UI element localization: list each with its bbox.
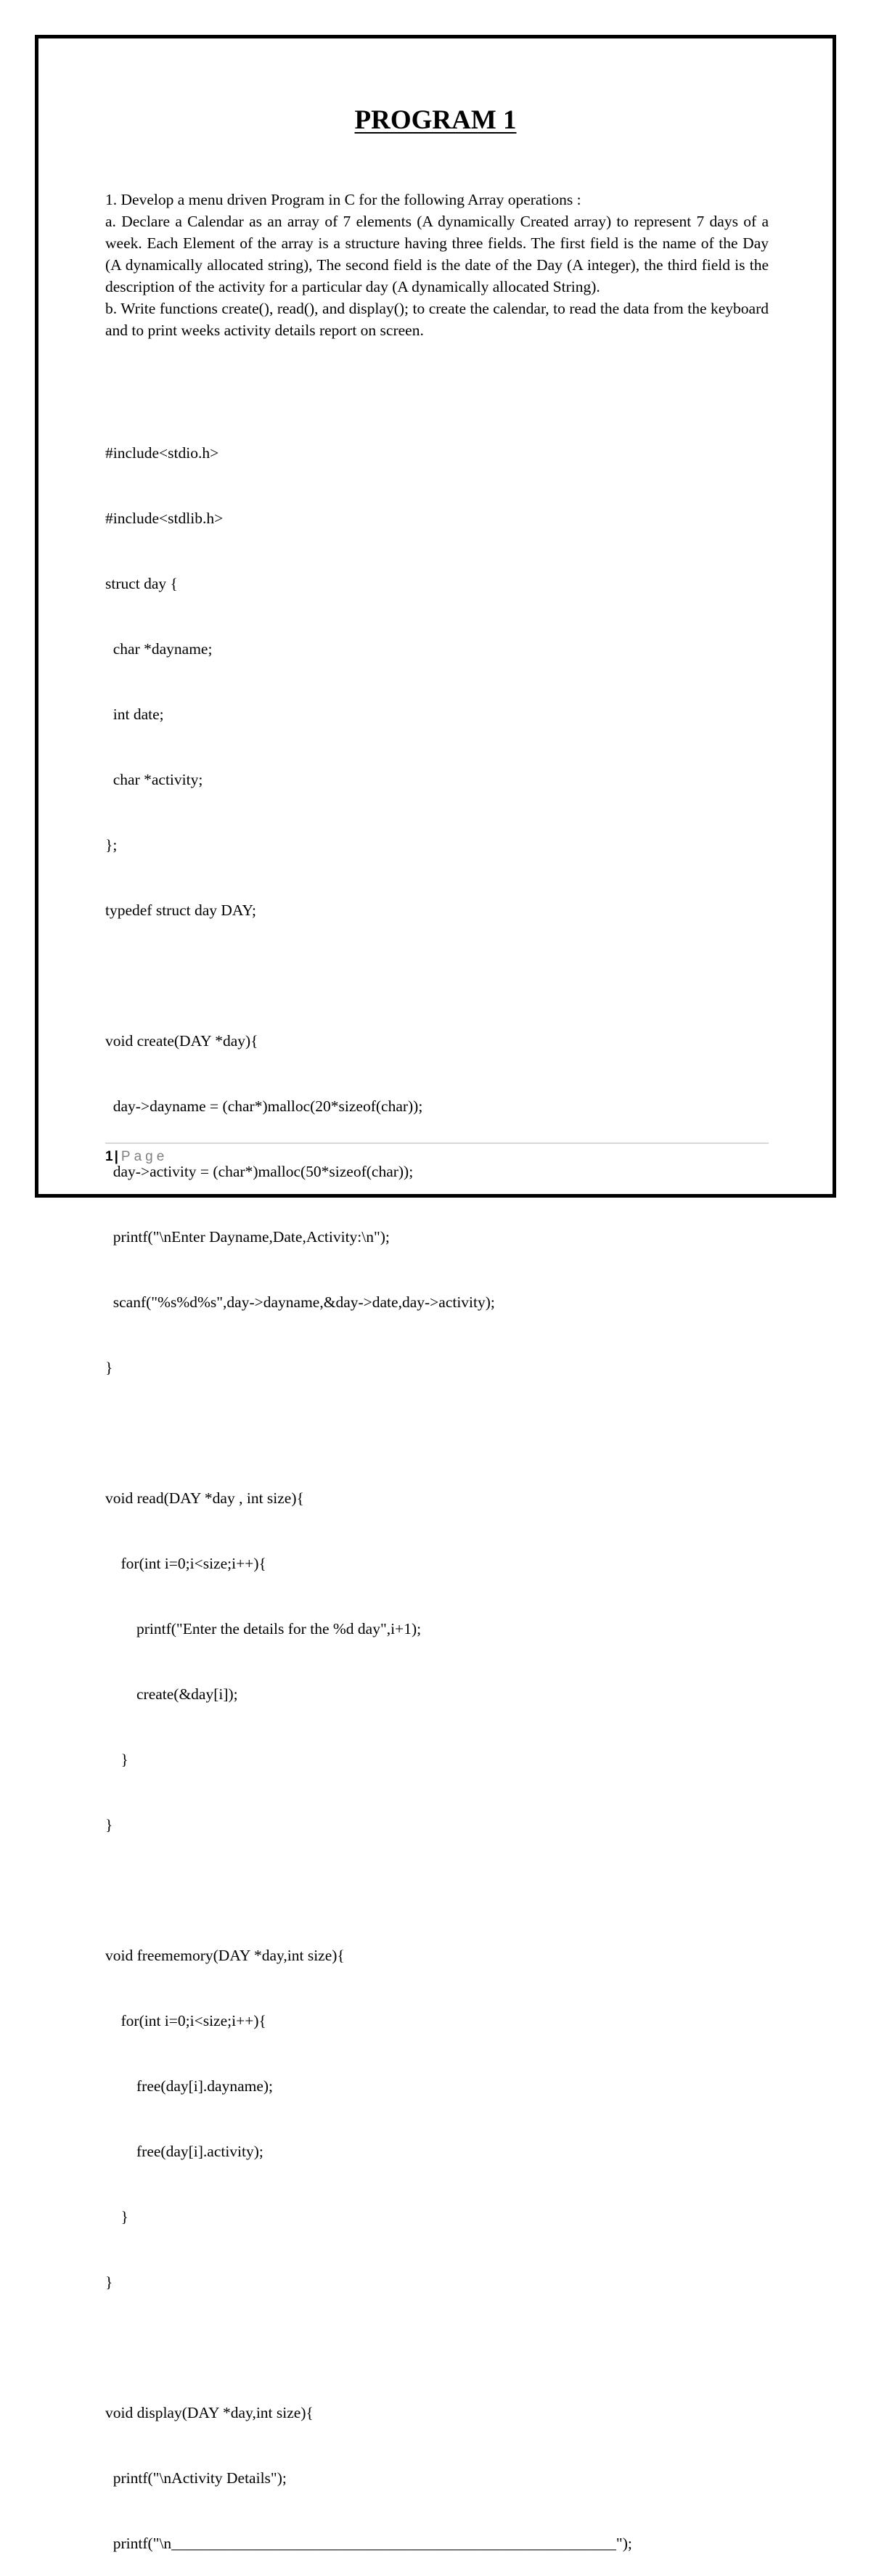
question-part-a: a. Declare a Calendar as an array of 7 elements (A dynamically Created array) to represent 7 days of a week. Each Element of the array is a structure having three fields. The first field is the name of the Day (A dynamically allocated string), The second field is the date of the Day (A integer), the third field is the description of the activity for a particular day (A dynamically allocated String). bbox=[105, 213, 769, 295]
code-line: char *activity; bbox=[105, 771, 203, 788]
code-line: for(int i=0;i<size;i++){ bbox=[105, 1555, 266, 1572]
code-line: } bbox=[105, 1359, 113, 1376]
code-line: } bbox=[105, 1751, 128, 1768]
code-line: typedef struct day DAY; bbox=[105, 901, 257, 919]
code-line: void create(DAY *day){ bbox=[105, 1032, 258, 1050]
code-line: day->dayname = (char*)malloc(20*sizeof(char)); bbox=[105, 1097, 423, 1115]
code-line: free(day[i].activity); bbox=[105, 2143, 263, 2160]
code-line: }; bbox=[105, 836, 118, 854]
code-line bbox=[105, 1879, 758, 1901]
code-line: scanf("%s%d%s",day->dayname,&day->date,day->activity); bbox=[105, 1293, 495, 1311]
code-line: struct day { bbox=[105, 575, 178, 592]
code-line: void freememory(DAY *day,int size){ bbox=[105, 1947, 345, 1964]
code-line: void display(DAY *day,int size){ bbox=[105, 2404, 314, 2421]
code-line: } bbox=[105, 2208, 128, 2225]
code-line: create(&day[i]); bbox=[105, 1685, 238, 1703]
code-line: day->activity = (char*)malloc(50*sizeof(char)); bbox=[105, 1163, 414, 1180]
question-part-b: b. Write functions create(), read(), and display(); to create the calendar, to read the data from the keyboard and to print weeks activity details report on screen. bbox=[105, 300, 769, 339]
code-listing bbox=[105, 398, 758, 2576]
question-text bbox=[105, 189, 769, 341]
code-line: } bbox=[105, 2273, 113, 2291]
code-line: void read(DAY *day , int size){ bbox=[105, 1489, 304, 1507]
page-number: 1 bbox=[105, 1149, 113, 1164]
page-title: PROGRAM 1 bbox=[354, 105, 517, 135]
code-line bbox=[105, 2336, 758, 2358]
code-line bbox=[105, 1422, 758, 1444]
code-line: printf("\nActivity Details"); bbox=[105, 2469, 287, 2487]
code-line bbox=[105, 965, 758, 986]
code-line: } bbox=[105, 1816, 113, 1833]
code-line: printf("\nEnter Dayname,Date,Activity:\n"); bbox=[105, 1228, 390, 1246]
page-footer bbox=[105, 1148, 168, 1166]
code-line: #include<stdlib.h> bbox=[105, 510, 224, 527]
question-intro: 1. Develop a menu driven Program in C for the following Array operations : bbox=[105, 191, 581, 208]
code-line: printf("Enter the details for the %d day",i+1); bbox=[105, 1620, 422, 1637]
code-line: char *dayname; bbox=[105, 640, 213, 658]
code-line: #include<stdio.h> bbox=[105, 444, 219, 462]
code-line: printf("\n_________________________________________________________"); bbox=[105, 2535, 632, 2552]
page-separator: | bbox=[114, 1149, 118, 1164]
footer-divider bbox=[105, 1142, 769, 1144]
code-line: free(day[i].dayname); bbox=[105, 2077, 274, 2095]
code-line: int date; bbox=[105, 706, 164, 723]
code-line: for(int i=0;i<size;i++){ bbox=[105, 2012, 266, 2029]
page-label: Page bbox=[120, 1149, 168, 1164]
